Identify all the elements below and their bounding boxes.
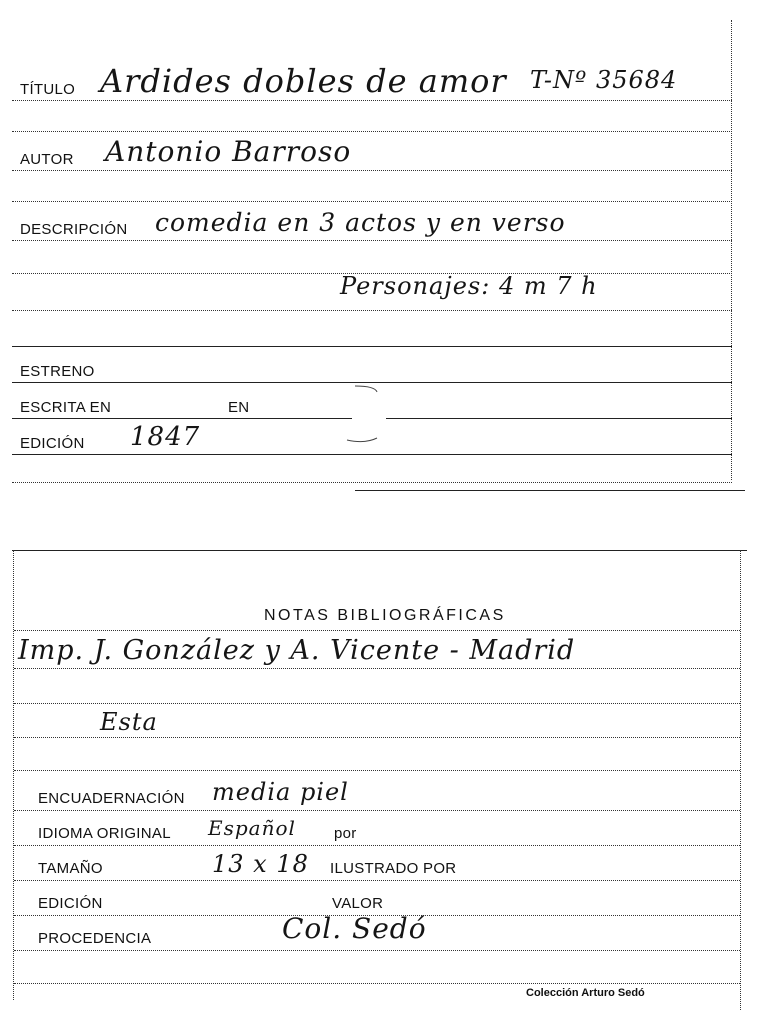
rule-escrita-en	[12, 418, 352, 419]
card-right-border	[731, 20, 732, 480]
procedencia-value: Col. Sedó	[282, 912, 427, 945]
valor-label: VALOR	[332, 895, 384, 912]
idioma-original-label: IDIOMA ORIGINAL	[38, 825, 171, 842]
procedencia-label: PROCEDENCIA	[38, 930, 152, 947]
catalog-card-top	[0, 0, 759, 500]
por-label: por	[334, 825, 357, 842]
catalog-card-bottom	[0, 540, 759, 1028]
notes-line-2: Esta	[100, 708, 158, 736]
card-left-border	[13, 550, 14, 1000]
titulo-number: T-Nº 35684	[530, 66, 678, 94]
titulo-value: Ardides dobles de amor	[100, 62, 507, 100]
card-right-border	[740, 550, 741, 1010]
rule-last	[14, 983, 740, 984]
tamano-label: TAMAÑO	[38, 860, 103, 877]
edicion-value: 1847	[130, 422, 201, 452]
rule-blank-3	[12, 346, 732, 347]
rule-autor	[12, 170, 732, 171]
rule-notas-1	[14, 630, 740, 631]
rule-escrita-en-2	[386, 418, 732, 419]
rule-tamano	[14, 880, 740, 881]
rule-titulo	[12, 100, 732, 101]
ilustrado-por-label: ILUSTRADO POR	[330, 860, 457, 877]
edicion-label: EDICIÓN	[20, 435, 85, 452]
rule-edicion	[12, 454, 732, 455]
notes-line-1: Imp. J. González y A. Vicente - Madrid	[18, 635, 576, 666]
rule-card-bottom	[12, 482, 732, 483]
encuadernacion-value: media piel	[212, 778, 349, 806]
rule-notas-5	[14, 770, 740, 771]
rule-notas-4	[14, 737, 740, 738]
rule-procedencia	[14, 950, 740, 951]
rule-notas-2	[14, 668, 740, 669]
edicion-b-label: EDICIÓN	[38, 895, 103, 912]
rule-blank-2	[12, 201, 732, 202]
escrita-en-label: ESCRITA EN	[20, 399, 112, 416]
card-top-edge	[12, 550, 747, 551]
rule-card-edge	[355, 490, 745, 491]
autor-value: Antonio Barroso	[105, 135, 352, 168]
idioma-original-value: Español	[208, 816, 296, 840]
personajes-value: Personajes: 4 m 7 h	[340, 272, 598, 300]
collection-footer: Colección Arturo Sedó	[526, 987, 645, 999]
titulo-label: TÍTULO	[20, 81, 76, 98]
tamano-value: 13 x 18	[212, 850, 309, 878]
autor-label: AUTOR	[20, 151, 74, 168]
rule-descripcion	[12, 240, 732, 241]
rule-encuadernacion	[14, 810, 740, 811]
en-label: EN	[228, 399, 250, 416]
punch-hole-mark	[335, 382, 385, 446]
descripcion-label: DESCRIPCIÓN	[20, 221, 128, 238]
rule-idioma	[14, 845, 740, 846]
descripcion-value: comedia en 3 actos y en verso	[155, 208, 566, 237]
estreno-label: ESTRENO	[20, 363, 95, 380]
encuadernacion-label: ENCUADERNACIÓN	[38, 790, 185, 807]
notas-heading: NOTAS BIBLIOGRÁFICAS	[264, 607, 506, 624]
rule-blank-1	[12, 131, 732, 132]
rule-notas-3	[14, 703, 740, 704]
rule-personajes	[12, 310, 732, 311]
